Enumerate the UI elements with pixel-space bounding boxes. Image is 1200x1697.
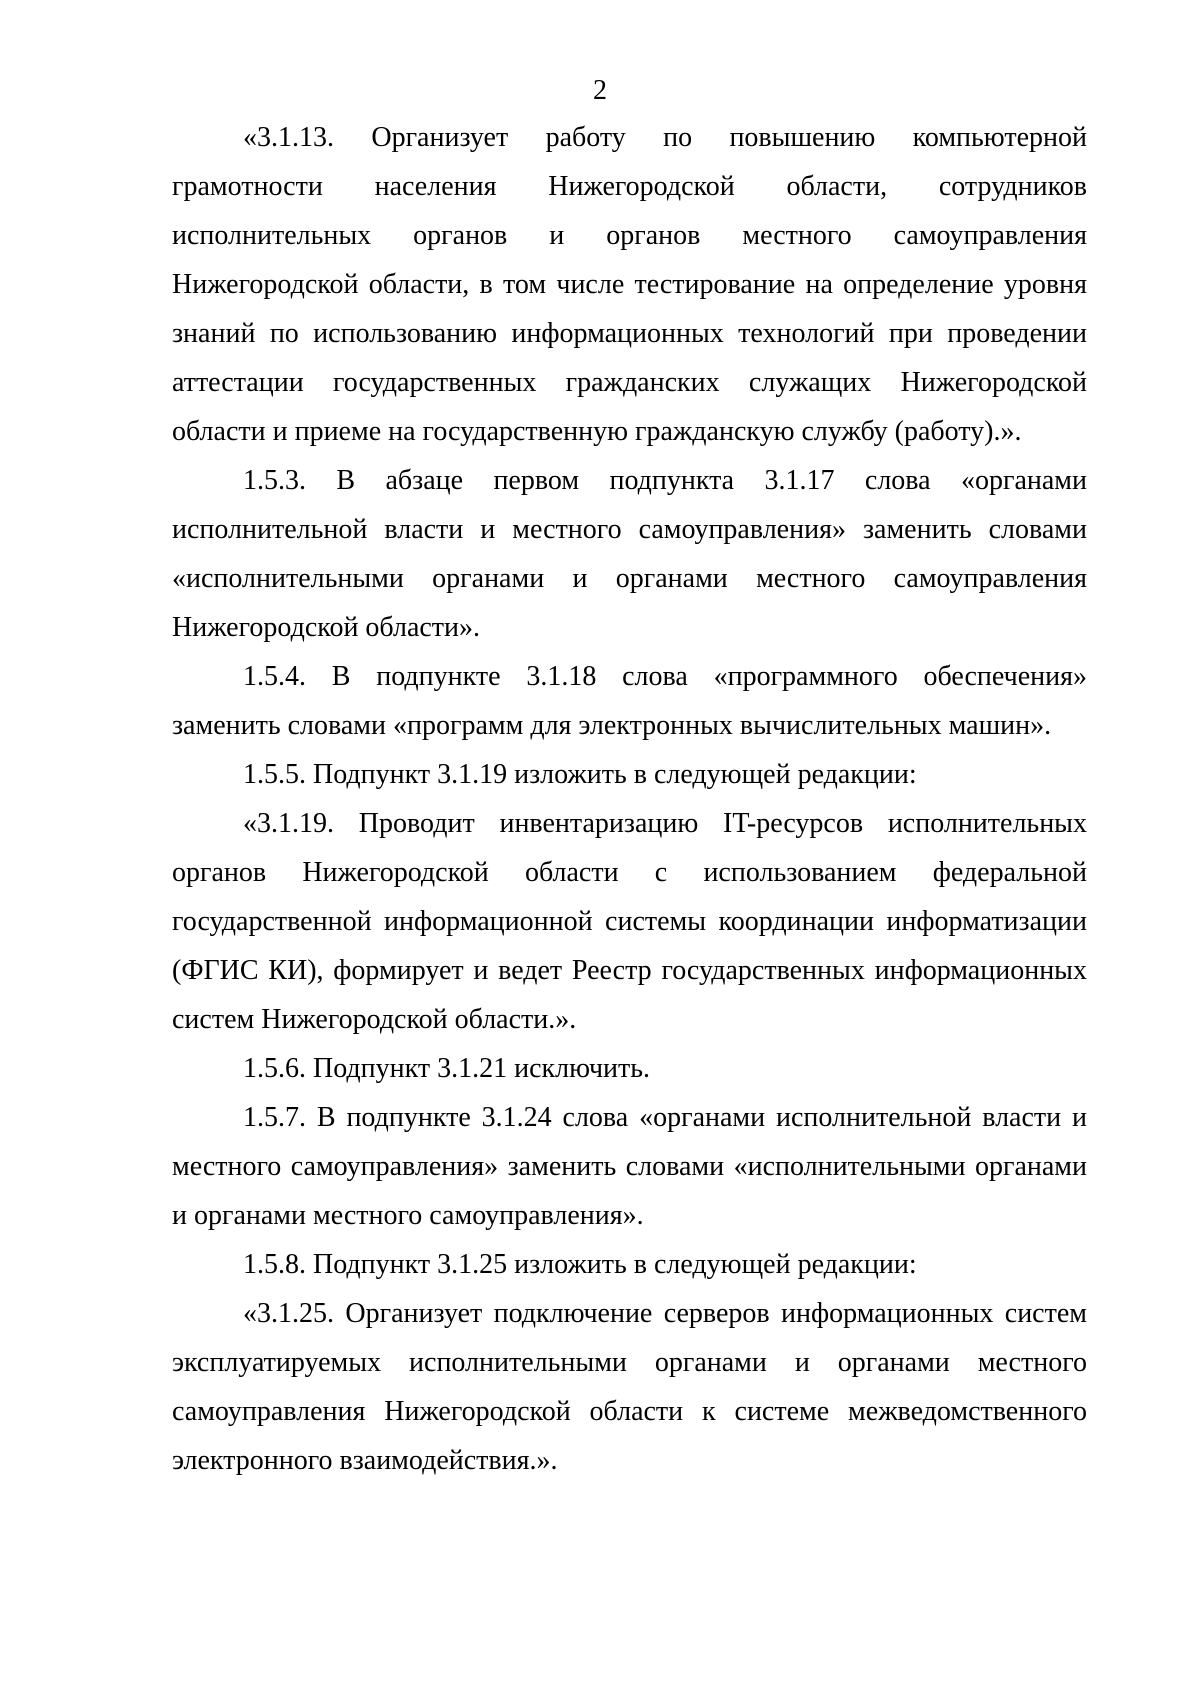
paragraph-3-1-13: «3.1.13. Организует работу по повышению компьютерной грамотности населения Нижегородской области, сотрудников исполнительных органов и органов местного самоуправления Нижегородской области, в том числе тестирование на определение уровня знаний по использованию информационных технологий при проведении аттестации государственных гражданских служащих Нижегородской области и приеме на государственную гражданскую службу (работу).». bbox=[172, 122, 1087, 447]
paragraph-1-5-8: 1.5.8. Подпункт 3.1.25 изложить в следующей редакции: bbox=[243, 1249, 917, 1280]
document-body bbox=[172, 113, 1087, 1485]
paragraph-1-5-7: 1.5.7. В подпункте 3.1.24 слова «органами исполнительной власти и местного самоуправления» заменить словами «исполнительными органами и органами местного самоуправления». bbox=[172, 1102, 1087, 1231]
paragraph-3-1-25: «3.1.25. Организует подключение серверов информационных систем эксплуатируемых исполнительными органами и органами местного самоуправления Нижегородской области к системе межведомственного электронного взаимодействия.». bbox=[172, 1298, 1087, 1476]
paragraph-1-5-5: 1.5.5. Подпункт 3.1.19 изложить в следующей редакции: bbox=[243, 759, 917, 790]
paragraph-1-5-6: 1.5.6. Подпункт 3.1.21 исключить. bbox=[243, 1053, 651, 1084]
page-number: 2 bbox=[593, 75, 607, 106]
paragraph-1-5-4: 1.5.4. В подпункте 3.1.18 слова «программного обеспечения» заменить словами «программ для электронных вычислительных машин». bbox=[172, 661, 1087, 741]
paragraph-3-1-19: «3.1.19. Проводит инвентаризацию IT-ресурсов исполнительных органов Нижегородской области с использованием федеральной государственной информационной системы координации информатизации (ФГИС КИ), формирует и ведет Реестр государственных информационных систем Нижегородской области.». bbox=[172, 808, 1087, 1035]
paragraph-1-5-3: 1.5.3. В абзаце первом подпункта 3.1.17 слова «органами исполнительной власти и местного самоуправления» заменить словами «исполнительными органами и органами местного самоуправления Нижегородской области». bbox=[172, 465, 1087, 643]
